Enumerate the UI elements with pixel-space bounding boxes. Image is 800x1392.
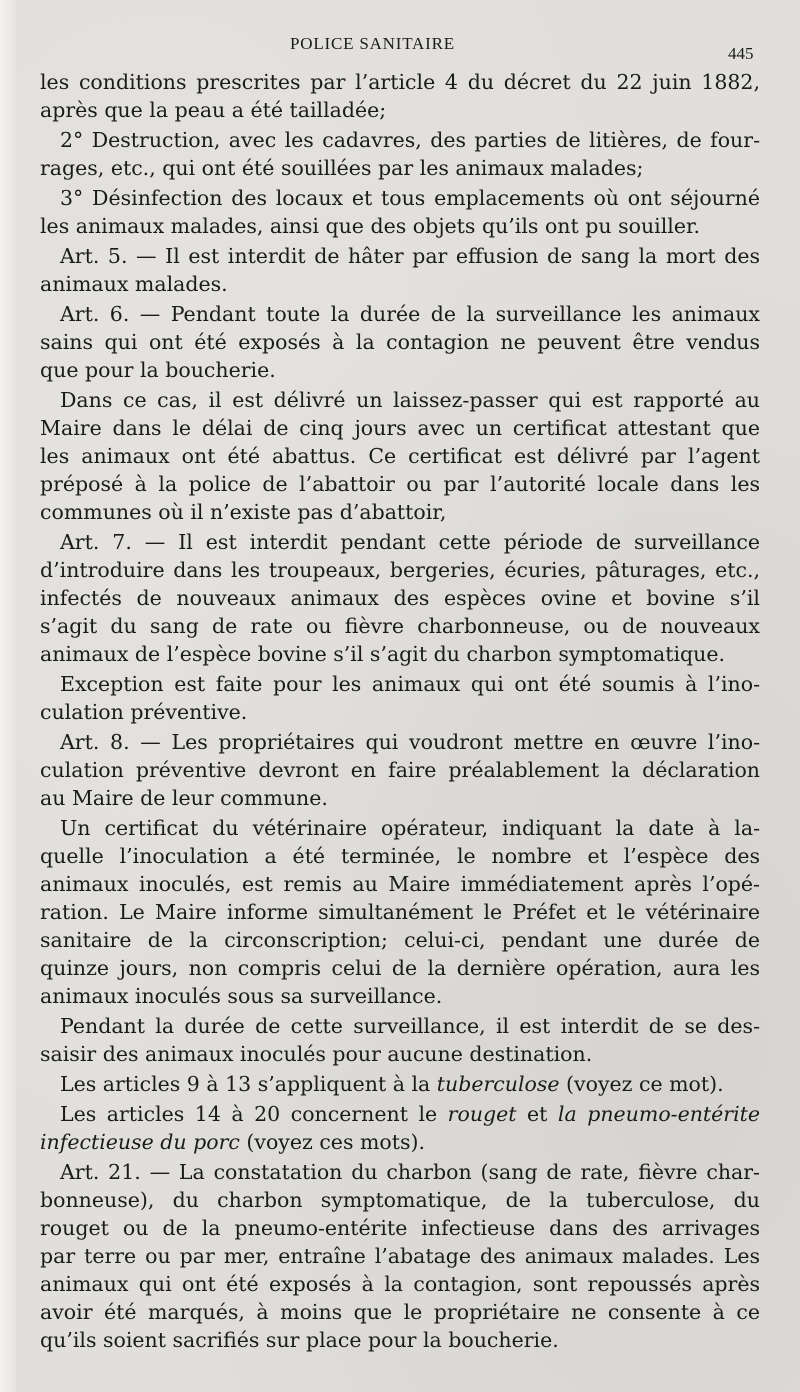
running-head: POLICE SANITAIRE	[290, 34, 455, 53]
text-line: sanitaire de la circonscription; celui-ci, pendant une durée de	[40, 928, 760, 952]
text-line: qu’ils soient sacrifiés sur place pour la boucherie.	[40, 1328, 559, 1352]
page-edge	[0, 0, 16, 1392]
text-line: que pour la boucherie.	[40, 358, 276, 382]
text-line: avoir été marqués, à moins que le propriétaire ne consente à ce	[40, 1300, 760, 1324]
text-line: culation préventive devront en faire préalablement la déclaration	[40, 758, 760, 782]
text-line: sains qui ont été exposés à la contagion ne peuvent être vendus	[40, 330, 760, 354]
text-line: 2° Destruction, avec les cadavres, des parties de litières, de four-	[60, 128, 760, 152]
text-line: 3° Désinfection des locaux et tous emplacements où ont séjourné	[60, 186, 760, 210]
text-line: bonneuse), du charbon symptomatique, de la tuberculose, du	[40, 1188, 760, 1212]
text-line: animaux inoculés, est remis au Maire immédiatement après l’opé-	[40, 872, 760, 896]
text-line: communes où il n’existe pas d’abattoir,	[40, 500, 447, 524]
text-line: saisir des animaux inoculés pour aucune destination.	[40, 1042, 593, 1066]
text-line: au Maire de leur commune.	[40, 786, 328, 810]
page-body	[40, 68, 760, 1354]
text-line: animaux de l’espèce bovine s’il s’agit du charbon symptomatique.	[40, 642, 726, 666]
text-line: Pendant la durée de cette surveillance, il est interdit de se des-	[60, 1014, 760, 1038]
text-line: quelle l’inoculation a été terminée, le nombre et l’espèce des	[40, 844, 760, 868]
text-line: infectés de nouveaux animaux des espèces ovine et bovine s’il	[40, 586, 760, 610]
text-line: les animaux ont été abattus. Ce certificat est délivré par l’agent	[40, 444, 760, 468]
text-line: animaux malades.	[40, 272, 228, 296]
text-line: ration. Le Maire informe simultanément le Préfet et le vétérinaire	[40, 900, 760, 924]
text-line: s’agit du sang de rate ou fièvre charbonneuse, ou de nouveaux	[40, 614, 760, 638]
text-line: Un certificat du vétérinaire opérateur, indiquant la date à la-	[60, 816, 760, 840]
text-line: animaux inoculés sous sa surveillance.	[40, 984, 443, 1008]
text-line: animaux qui ont été exposés à la contagion, sont repoussés après	[40, 1272, 760, 1296]
text-line: Les articles 14 à 20 concernent le rouget et la pneumo-entérite	[60, 1102, 760, 1126]
text-line: par terre ou par mer, entraîne l’abatage des animaux malades. Les	[40, 1244, 760, 1268]
text-line: préposé à la police de l’abattoir ou par l’autorité locale dans les	[40, 472, 760, 496]
text-line: les conditions prescrites par l’article 4 du décret du 22 juin 1882,	[40, 70, 760, 94]
text-line: Exception est faite pour les animaux qui ont été soumis à l’ino-	[60, 672, 760, 696]
text-line: culation préventive.	[40, 700, 248, 724]
page-number: 445	[728, 44, 754, 63]
text-line: Les articles 9 à 13 s’appliquent à la tuberculose (voyez ce mot).	[60, 1072, 724, 1096]
text-line: Art. 6. — Pendant toute la durée de la surveillance les animaux	[60, 302, 760, 326]
text-line: infectieuse du porc (voyez ces mots).	[40, 1130, 426, 1154]
text-line: après que la peau a été tailladée;	[40, 98, 387, 122]
text-line: quinze jours, non compris celui de la dernière opération, aura les	[40, 956, 760, 980]
text-line: Maire dans le délai de cinq jours avec un certificat attestant que	[40, 416, 760, 440]
text-line: les animaux malades, ainsi que des objets qu’ils ont pu souiller.	[40, 214, 701, 238]
page-header	[0, 34, 800, 62]
text-line: Art. 5. — Il est interdit de hâter par effusion de sang la mort des	[60, 244, 760, 268]
text-line: d’introduire dans les troupeaux, bergeries, écuries, pâturages, etc.,	[40, 558, 760, 582]
text-line: rages, etc., qui ont été souillées par les animaux malades;	[40, 156, 644, 180]
text-line: Art. 8. — Les propriétaires qui voudront mettre en œuvre l’ino-	[60, 730, 760, 754]
text-line: rouget ou de la pneumo-entérite infectieuse dans des arrivages	[40, 1216, 760, 1240]
text-line: Art. 7. — Il est interdit pendant cette période de surveillance	[60, 530, 760, 554]
text-line: Art. 21. — La constatation du charbon (sang de rate, fièvre char-	[60, 1160, 760, 1184]
text-line: Dans ce cas, il est délivré un laissez-passer qui est rapporté au	[60, 388, 760, 412]
